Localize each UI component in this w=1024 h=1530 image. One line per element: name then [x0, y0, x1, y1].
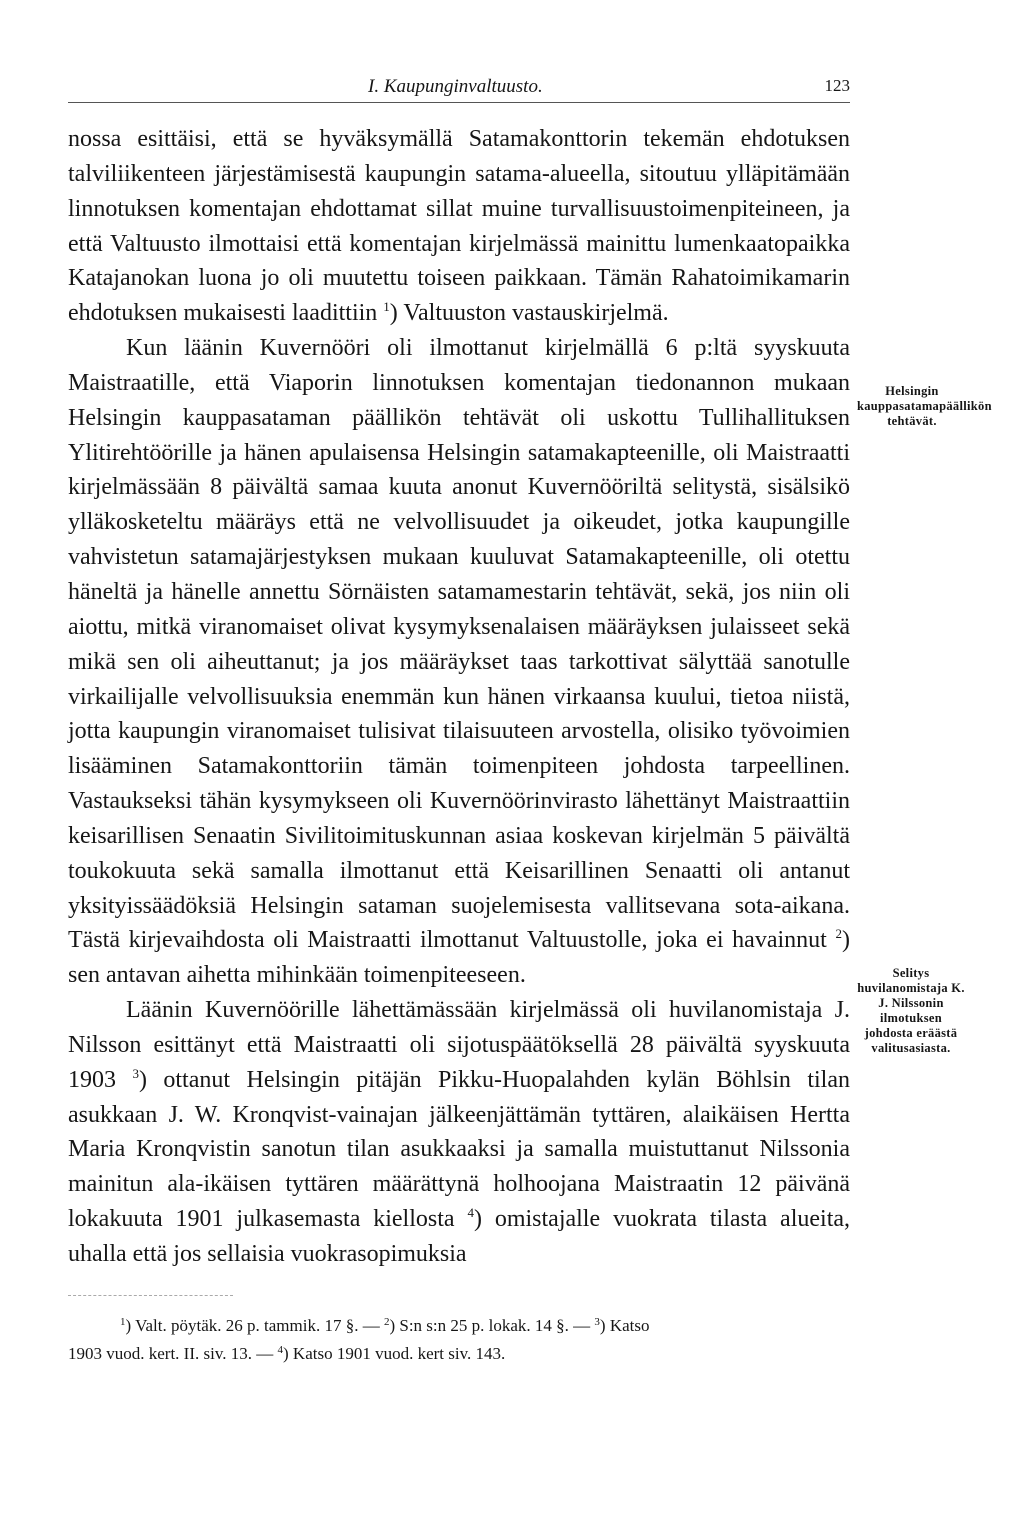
paragraph-1: nossa esittäisi, että se hyväksymällä Satamakonttorin tekemän ehdotuksen talviliikenteen järjestämisestä kaupungin satama-alueella, sitoutuu ylläpitämään linnotuksen komentajan ehdottamat sillat muine turvallisuustoimenpiteineen, ja että Valtuusto ilmottaisi että komentajan kirjelmässä mainittu lumenkaatopaikka Katajanokan luona jo oli muutettu toiseen paikkaan. Tämän Rahatoimikamarin ehdotuksen mukaisesti laadittiin $^1$) Valtuuston vastauskirjelmä. [68, 126, 850, 327]
footnote-ref-4: 4 [467, 1205, 474, 1221]
footnote-line-2: 1903 vuod. kert. II. siv. 13. — $^4$) Katso 1901 vuod. kert siv. 143. [68, 1344, 506, 1363]
footnote-ref-1: 1 [383, 299, 390, 315]
footnotes [68, 1312, 850, 1368]
footnote-ref-2: 2 [835, 926, 843, 942]
page-number: 123 [824, 76, 850, 95]
page-header [68, 72, 850, 103]
footnote-ref-3: 3 [132, 1065, 139, 1081]
body-text [68, 122, 850, 1272]
paragraph-2: Kun läänin Kuvernööri oli ilmottanut kirjelmällä 6 p:ltä syyskuuta Maistraatille, että Viaporin linnotuksen komentajan tiedonannon mukaan Helsingin kauppasataman päällikön tehtävät oli uskottu Tullihallituksen Ylitirehtöörille ja hänen apulaisensa Helsingin satamakapteenille, oli Maistraatti kirjelmässään 8 päivältä samaa kuuta anonut Kuvernööriltä selitystä, sisälsikö ylläkosketeltu määräys että ne velvollisuudet ja oikeudet, jotka kaupungille vahvistetun satamajärjestyksen mukaan kuuluvat Satamakapteenille, oli otettu häneltä ja hänelle annettu Sörnäisten satamamestarin tehtävät, sekä, jos niin oli aiottu, mitkä viranomaiset olivat kysymyksenalaisen määräyksen julaisseet sekä mikä sen oli aiheuttanut; ja jos määräykset taas tarkottivat sälyttää sanotulle virkailijalle velvollisuuksia enemmän kun hänen virkaansa kuului, tietoa niistä, jotta kaupungin viranomaiset tulisivat tilaisuuteen arvostella, olisiko työvoimien lisääminen Satamakonttoriin tämän toimenpiteen johdosta tarpeellinen. Vastaukseksi tähän kysymykseen oli Kuvernöörinvirasto lähettänyt Maistraattiin keisarillisen Senaatin Sivilitoimituskunnan asiaa koskevan kirjelmän 5 päivältä toukokuuta sekä samalla ilmottanut että Keisarillinen Senaatti oli antanut yksityissäädöksiä Helsingin sataman suojelemisesta vallitsevana sota-aikana. Tästä kirjevaihdosta oli Maistraatti ilmottanut Valtuustolle, joka ei havainnut $^2$) sen antavan aihetta mihinkään toimenpiteeseen. [68, 335, 851, 989]
running-title: I. Kaupunginvaltuusto. [368, 76, 543, 97]
margin-note-nilsson: Selitys huvilanomistaja K. J. Nilssonin ilmotuksen johdosta eräästä valitusasiasta. [857, 966, 965, 1055]
footnote-divider [68, 1295, 233, 1296]
footnote-line-1: $^1$) Valt. pöytäk. 26 p. tammik. 17 §. — $^2$) S:n s:n 25 p. lokak. 14 §. — $^3$) Katso [120, 1316, 650, 1335]
paragraph-3: Läänin Kuvernöörille lähettämässään kirjelmässä oli huvilanomistaja J. Nilsson esittänyt että Maistraatti oli sijotuspäätöksellä 28 päivältä syyskuuta 1903 $^3$) ottanut Helsingin pitäjän Pikku-Huopalahden kylän Böhlsin tilan asukkaan J. W. Kronqvist-vainajan jälkeenjättämän tyttären, alaikäisen Hertta Maria Kronqvistin sanotun tilan asukkaaksi ja samalla muistuttanut Nilssonia mainitun ala-ikäisen tyttären määrättynä holhoojana Maistraatin 12 päivänä lokakuuta 1901 julkasemasta kiellosta $^4$) omistajalle vuokrata tilasta alueita, uhalla että jos sellaisia vuokrasopimuksia [68, 997, 851, 1267]
margin-note-harbour: Helsingin kauppasatamapäällikön tehtävät. [857, 384, 992, 428]
